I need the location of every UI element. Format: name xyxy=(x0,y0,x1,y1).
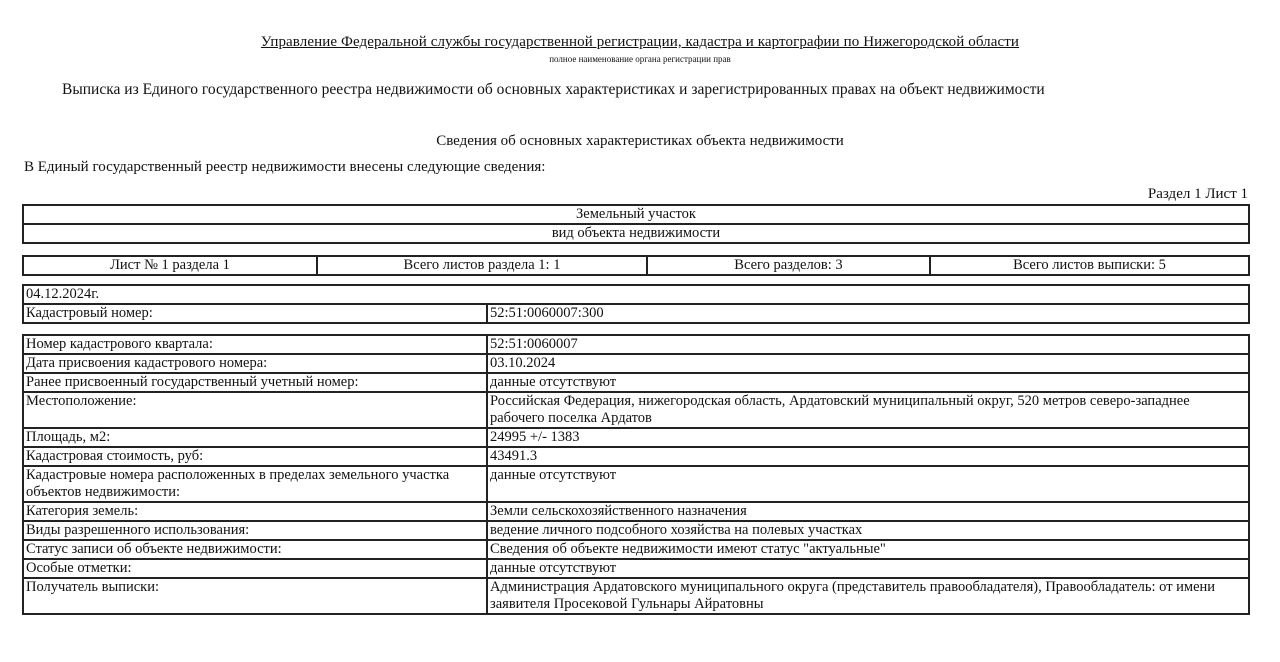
row-label: Местоположение: xyxy=(23,392,487,428)
row-label: Виды разрешенного использования: xyxy=(23,521,487,540)
row-value: Российская Федерация, нижегородская область, Ардатовский муниципальный округ, 520 метров северо-западнее рабочего поселка Ардатов xyxy=(487,392,1249,428)
table-row xyxy=(23,559,1249,578)
table-row xyxy=(23,447,1249,466)
total-sections: Всего разделов: 3 xyxy=(647,256,930,275)
table-row xyxy=(23,578,1249,614)
table-row xyxy=(23,466,1249,502)
row-label: Кадастровая стоимость, руб: xyxy=(23,447,487,466)
sheet-number: Лист № 1 раздела 1 xyxy=(23,256,317,275)
table-row xyxy=(23,392,1249,428)
table-row xyxy=(23,521,1249,540)
characteristics-table xyxy=(22,334,1250,615)
sheet-info-table xyxy=(22,255,1250,276)
section-title: Сведения об основных характеристиках объекта недвижимости xyxy=(436,133,844,149)
cadastral-number-value: 52:51:0060007:300 xyxy=(487,304,1249,323)
row-label: Площадь, м2: xyxy=(23,428,487,447)
row-value: данные отсутствуют xyxy=(487,466,1249,502)
row-value: 24995 +/- 1383 xyxy=(487,428,1249,447)
table-row xyxy=(23,540,1249,559)
extract-date: 04.12.2024г. xyxy=(23,285,1249,304)
extract-title: Выписка из Единого государственного реестра недвижимости об основных характеристиках и зарегистрированных правах на объект недвижимости xyxy=(62,81,1045,98)
row-label: Ранее присвоенный государственный учетный номер: xyxy=(23,373,487,392)
row-value: данные отсутствуют xyxy=(487,559,1249,578)
object-type-table xyxy=(22,204,1250,244)
row-label: Дата присвоения кадастрового номера: xyxy=(23,354,487,373)
row-value: 03.10.2024 xyxy=(487,354,1249,373)
table-row xyxy=(23,373,1249,392)
cadastral-number-label: Кадастровый номер: xyxy=(23,304,487,323)
row-label: Получатель выписки: xyxy=(23,578,487,614)
intro-text: В Единый государственный реестр недвижимости внесены следующие сведения: xyxy=(24,159,546,175)
date-table xyxy=(22,284,1250,324)
object-type: Земельный участок xyxy=(23,205,1249,224)
page-reference: Раздел 1 Лист 1 xyxy=(1147,186,1248,202)
row-value: 52:51:0060007 xyxy=(487,335,1249,354)
row-value: данные отсутствуют xyxy=(487,373,1249,392)
object-type-caption: вид объекта недвижимости xyxy=(23,224,1249,243)
sheets-in-section: Всего листов раздела 1: 1 xyxy=(317,256,647,275)
total-sheets: Всего листов выписки: 5 xyxy=(930,256,1249,275)
row-value: Сведения об объекте недвижимости имеют статус "актуальные" xyxy=(487,540,1249,559)
table-row xyxy=(23,502,1249,521)
table-row xyxy=(23,428,1249,447)
row-value: ведение личного подсобного хозяйства на полевых участках xyxy=(487,521,1249,540)
agency-caption: полное наименование органа регистрации прав xyxy=(549,54,731,64)
row-value: 43491.3 xyxy=(487,447,1249,466)
row-value: Земли сельскохозяйственного назначения xyxy=(487,502,1249,521)
row-value: Администрация Ардатовского муниципального округа (представитель правообладателя), Правообладатель: от имени заявителя Просековой Гульнары Айратовны xyxy=(487,578,1249,614)
row-label: Кадастровые номера расположенных в пределах земельного участка объектов недвижимости: xyxy=(23,466,487,502)
table-row xyxy=(23,354,1249,373)
row-label: Статус записи об объекте недвижимости: xyxy=(23,540,487,559)
row-label: Номер кадастрового квартала: xyxy=(23,335,487,354)
table-row xyxy=(23,335,1249,354)
row-label: Категория земель: xyxy=(23,502,487,521)
agency-name: Управление Федеральной службы государственной регистрации, кадастра и картографии по Нижегородской области xyxy=(260,34,1020,50)
row-label: Особые отметки: xyxy=(23,559,487,578)
